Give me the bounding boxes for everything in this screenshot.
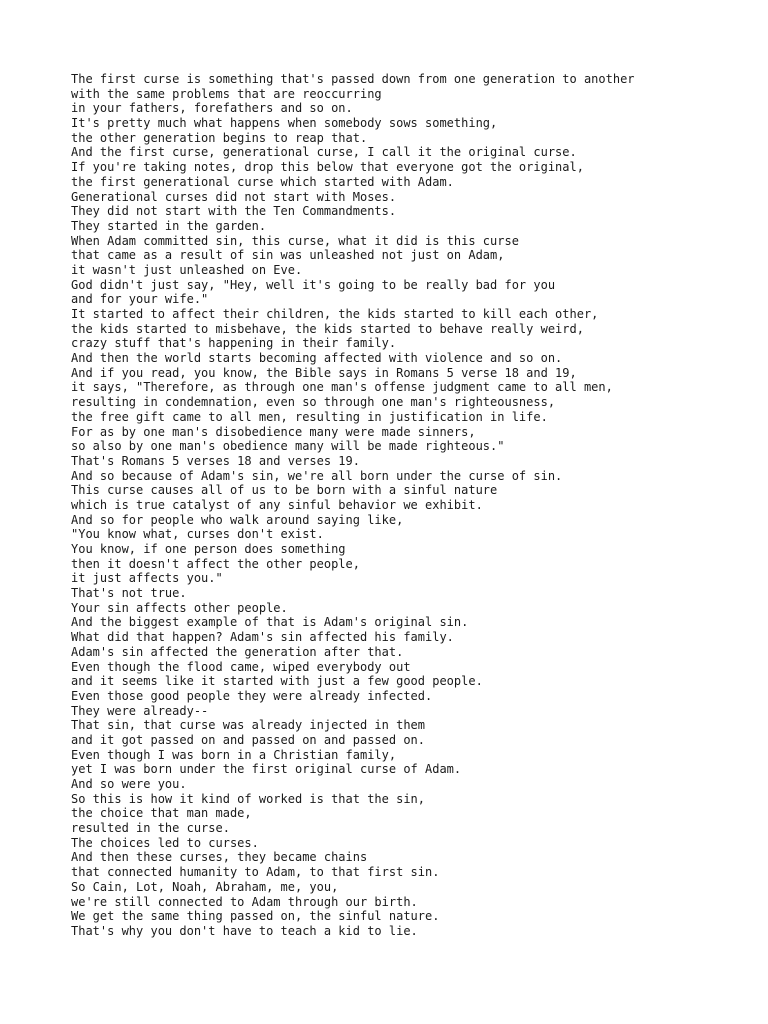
text-line: with the same problems that are reoccurring bbox=[71, 86, 382, 101]
text-line: Even those good people they were already infected. bbox=[71, 688, 433, 703]
text-line: And so because of Adam's sin, we're all born under the curse of sin. bbox=[71, 468, 563, 483]
text-line: which is true catalyst of any sinful behavior we exhibit. bbox=[71, 497, 483, 512]
text-line: The first curse is something that's passed down from one generation to another bbox=[71, 72, 635, 86]
text-line: it just affects you." bbox=[71, 571, 223, 586]
text-line: resulted in the curse. bbox=[71, 821, 230, 836]
text-line: That's Romans 5 verses 18 and verses 19. bbox=[71, 453, 360, 468]
text-line: And if you read, you know, the Bible says in Romans 5 verse 18 and 19, bbox=[71, 365, 577, 380]
text-line: And so for people who walk around saying like, bbox=[71, 512, 404, 527]
text-line: yet I was born under the first original curse of Adam. bbox=[71, 762, 462, 777]
text-line: resulting in condemnation, even so through one man's righteousness, bbox=[71, 395, 556, 410]
text-line: Even though the flood came, wiped everybody out bbox=[71, 659, 411, 674]
text-line: Generational curses did not start with Moses. bbox=[71, 189, 397, 204]
text-line: that connected humanity to Adam, to that first sin. bbox=[71, 865, 440, 880]
text-line: It's pretty much what happens when somebody sows something, bbox=[71, 116, 498, 131]
text-line: That's not true. bbox=[71, 586, 187, 601]
text-line: They did not start with the Ten Commandments. bbox=[71, 204, 397, 219]
text-line: God didn't just say, "Hey, well it's going to be really bad for you bbox=[71, 277, 556, 292]
text-line: so also by one man's obedience many will be made righteous." bbox=[71, 439, 505, 454]
text-line: in your fathers, forefathers and so on. bbox=[71, 101, 353, 116]
text-line: That's why you don't have to teach a kid to lie. bbox=[71, 923, 418, 938]
text-line: And the first curse, generational curse, I call it the original curse. bbox=[71, 145, 577, 160]
text-line: So Cain, Lot, Noah, Abraham, me, you, bbox=[71, 879, 339, 894]
text-line: For as by one man's disobedience many were made sinners, bbox=[71, 424, 476, 439]
text-line: This curse causes all of us to be born with a sinful nature bbox=[71, 483, 498, 498]
transcript-text bbox=[71, 72, 768, 939]
text-line: That sin, that curse was already injected in them bbox=[71, 718, 426, 733]
text-line: You know, if one person does something bbox=[71, 542, 346, 556]
text-line: Your sin affects other people. bbox=[71, 600, 288, 615]
text-line: the other generation begins to reap that. bbox=[71, 130, 368, 145]
text-line: The choices led to curses. bbox=[71, 835, 259, 850]
text-line: "You know what, curses don't exist. bbox=[71, 527, 324, 542]
text-line: and it got passed on and passed on and passed on. bbox=[71, 732, 426, 747]
text-line: the first generational curse which started with Adam. bbox=[71, 174, 454, 189]
text-line: So this is how it kind of worked is that the sin, bbox=[71, 791, 426, 806]
text-line: crazy stuff that's happening in their family. bbox=[71, 336, 397, 351]
text-line: the choice that man made, bbox=[71, 806, 252, 821]
text-line: and for your wife." bbox=[71, 292, 209, 307]
text-line: And so were you. bbox=[71, 777, 187, 791]
text-line: It started to affect their children, the kids started to kill each other, bbox=[71, 307, 599, 321]
text-line: They were already-- bbox=[71, 703, 209, 718]
text-line: the kids started to misbehave, the kids started to behave really weird, bbox=[71, 321, 584, 336]
text-line: and it seems like it started with just a few good people. bbox=[71, 674, 483, 689]
text-line: Adam's sin affected the generation after that. bbox=[71, 644, 404, 659]
text-line: And the biggest example of that is Adam's original sin. bbox=[71, 615, 469, 630]
text-line: And then the world starts becoming affected with violence and so on. bbox=[71, 351, 563, 366]
text-line: And then these curses, they became chains bbox=[71, 850, 368, 865]
text-line: that came as a result of sin was unleashed not just on Adam, bbox=[71, 248, 505, 263]
text-line: the free gift came to all men, resulting in justification in life. bbox=[71, 409, 548, 424]
text-line: We get the same thing passed on, the sinful nature. bbox=[71, 909, 440, 924]
text-line: What did that happen? Adam's sin affected his family. bbox=[71, 630, 454, 645]
text-line: it says, "Therefore, as through one man's offense judgment came to all men, bbox=[71, 380, 613, 395]
text-line: Even though I was born in a Christian family, bbox=[71, 747, 397, 762]
text-line: They started in the garden. bbox=[71, 218, 267, 233]
text-line: When Adam committed sin, this curse, what it did is this curse bbox=[71, 233, 519, 248]
text-line: it wasn't just unleashed on Eve. bbox=[71, 262, 303, 277]
text-line: If you're taking notes, drop this below that everyone got the original, bbox=[71, 160, 584, 175]
text-line: we're still connected to Adam through our birth. bbox=[71, 894, 418, 909]
text-line: then it doesn't affect the other people, bbox=[71, 556, 360, 571]
